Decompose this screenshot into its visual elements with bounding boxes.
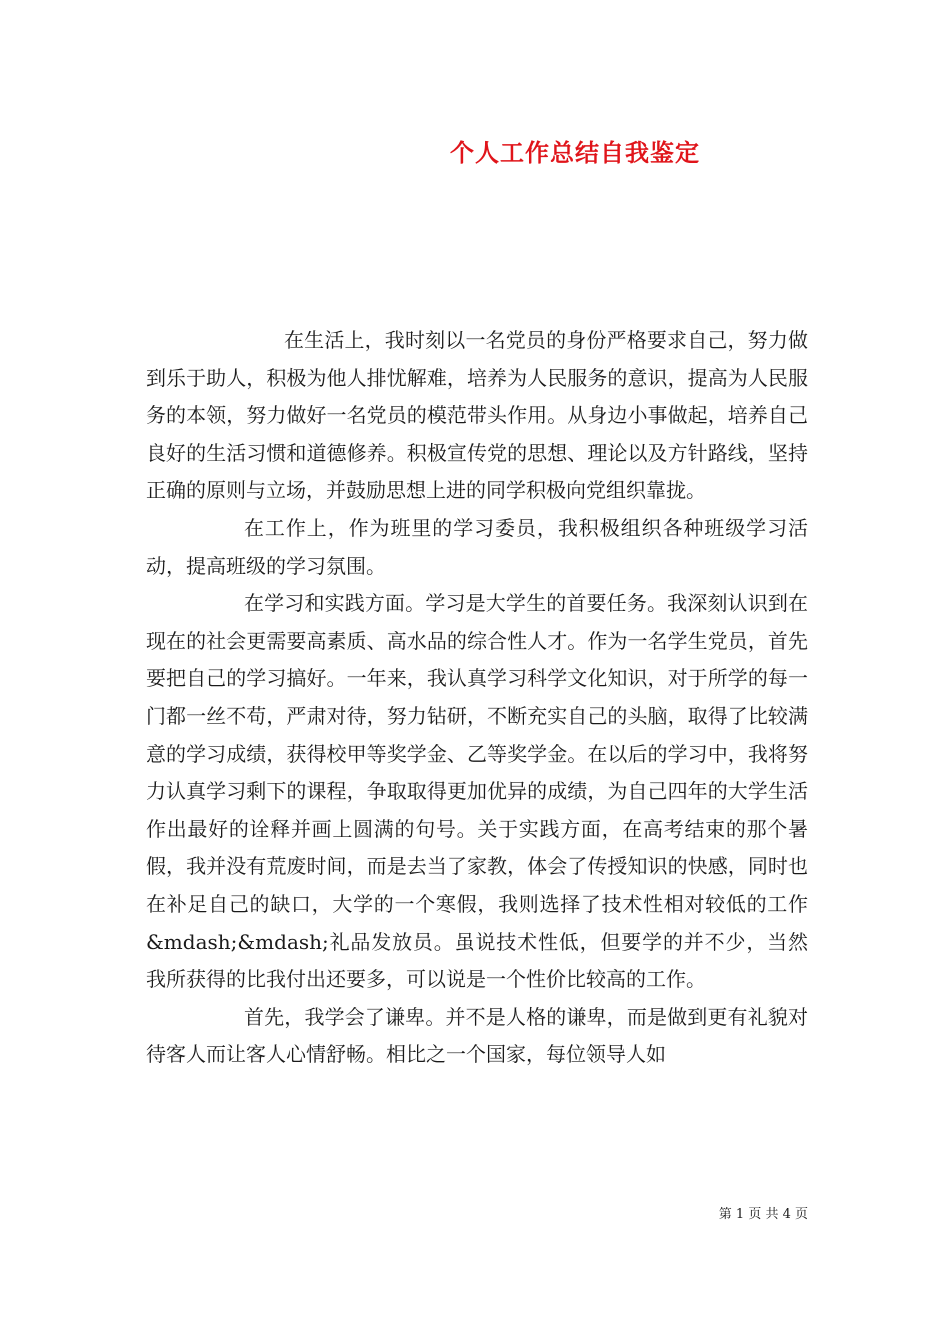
paragraph-humility: 首先，我学会了谦卑。并不是人格的谦卑，而是做到更有礼貌对待客人而让客人心情舒畅。相比之一个国家，每位领导人如 bbox=[146, 1004, 808, 1067]
document-title: 个人工作总结自我鉴定 bbox=[450, 138, 700, 167]
paragraph-life: 在生活上，我时刻以一名党员的身份严格要求自己，努力做到乐于助人，积极为他人排忧解难，培养为人民服务的意识，提高为人民服务的本领，努力做好一名党员的模范带头作用。从身边小事做起，培养自己良好的生活习惯和道德修养。积极宣传党的思想、理论以及方针路线，坚持正确的原则与立场，并鼓励思想上进的同学积极向党组织靠拢。 bbox=[146, 328, 808, 503]
paragraph-work: 在工作上，作为班里的学习委员，我积极组织各种班级学习活动，提高班级的学习氛围。 bbox=[146, 515, 808, 578]
document-body bbox=[146, 322, 808, 1074]
page-number-footer: 第 1 页 共 4 页 bbox=[718, 1207, 808, 1222]
paragraph-study-practice: 在学习和实践方面。学习是大学生的首要任务。我深刻认识到在现在的社会更需要高素质、高水品的综合性人才。作为一名学生党员，首先要把自己的学习搞好。一年来，我认真学习科学文化知识，对于所学的每一门都一丝不苟，严肃对待，努力钻研，不断充实自己的头脑，取得了比较满意的学习成绩，获得校甲等奖学金、乙等奖学金。在以后的学习中，我将努力认真学习剩下的课程，争取取得更加优异的成绩，为自己四年的大学生活作出最好的诠释并画上圆满的句号。关于实践方面，在高考结束的那个暑假，我并没有荒废时间，而是去当了家教，体会了传授知识的快感，同时也在补足自己的缺口，大学的一个寒假，我则选择了技术性相对较低的工作&mdash;&mdash;礼品发放员。虽说技术性低，但要学的并不少，当然我所获得的比我付出还要多，可以说是一个性价比较高的工作。 bbox=[146, 591, 808, 992]
